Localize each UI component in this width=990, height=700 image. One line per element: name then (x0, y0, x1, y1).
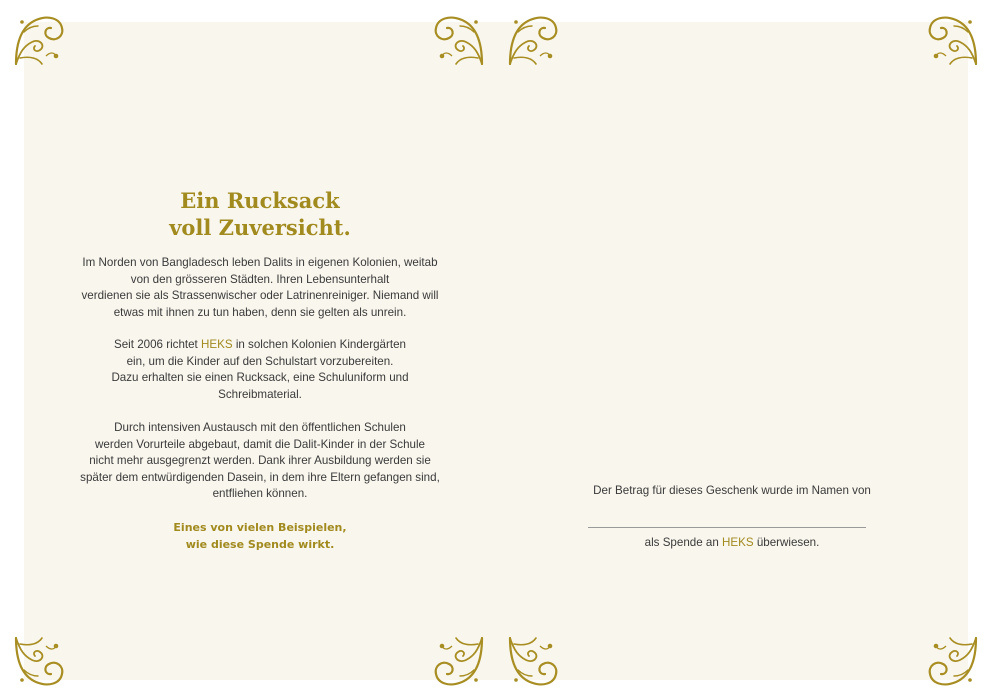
flourish-ornament (430, 12, 486, 68)
text-fragment: überwiesen. (753, 536, 820, 549)
text-line: später dem entwürdigenden Dasein, in dem ihre Eltern gefangen sind, (80, 470, 440, 484)
donor-name-line[interactable] (588, 527, 866, 528)
right-page (496, 22, 968, 680)
flourish-ornament (12, 12, 68, 68)
text-line: von den grösseren Städten. Ihren Lebensunterhalt (130, 272, 390, 286)
tagline-line: Eines von vielen Beispielen, (173, 521, 347, 534)
dedication-outro (496, 536, 968, 549)
tagline (24, 519, 496, 553)
text-fragment: als Spende an (644, 536, 723, 549)
dedication-intro: Der Betrag für dieses Geschenk wurde im Namen von (593, 484, 871, 497)
text-line: werden Vorurteile abgebaut, damit die Dalit-Kinder in der Schule (95, 437, 425, 451)
text-line: entfliehen können. (212, 487, 308, 500)
text-line: Durch intensiven Austausch mit den öffentlichen Schulen (114, 421, 406, 434)
flourish-ornament (506, 634, 562, 690)
text-line: Dazu erhalten sie einen Rucksack, eine Schuluniform und (111, 371, 409, 384)
flourish-ornament (430, 634, 486, 690)
text-line (64, 337, 456, 354)
text-line: nicht mehr ausgegrenzt werden. Dank ihrer Ausbildung werden sie (89, 454, 431, 467)
paragraph-bangladesh (64, 255, 456, 321)
text-line: ein, um die Kinder auf den Schulstart vorzubereiten. (126, 354, 394, 368)
text-line: Schreibmaterial. (218, 387, 302, 401)
org-name: HEKS (201, 338, 233, 351)
tagline-line: wie diese Spende wirkt. (185, 538, 335, 551)
org-name: HEKS (722, 536, 754, 549)
left-page (24, 22, 496, 680)
paragraph-kindergarten (64, 337, 456, 403)
title-line: Ein Rucksack (180, 188, 340, 213)
page-title (24, 187, 496, 241)
flourish-ornament (12, 634, 68, 690)
text-line: verdienen sie als Strassenwischer oder Latrinenreiniger. Niemand will (81, 289, 439, 302)
flourish-ornament (506, 12, 562, 68)
text-line: Im Norden von Bangladesch leben Dalits in eigenen Kolonien, weitab (82, 256, 438, 269)
title-line: voll Zuversicht. (169, 215, 351, 240)
text-line: etwas mit ihnen zu tun haben, denn sie gelten als unrein. (113, 305, 407, 319)
text-fragment: in solchen Kolonien Kindergärten (232, 338, 406, 351)
text-fragment: Seit 2006 richtet (114, 338, 202, 351)
flourish-ornament (924, 634, 980, 690)
paragraph-schools (64, 420, 456, 503)
flourish-ornament (924, 12, 980, 68)
